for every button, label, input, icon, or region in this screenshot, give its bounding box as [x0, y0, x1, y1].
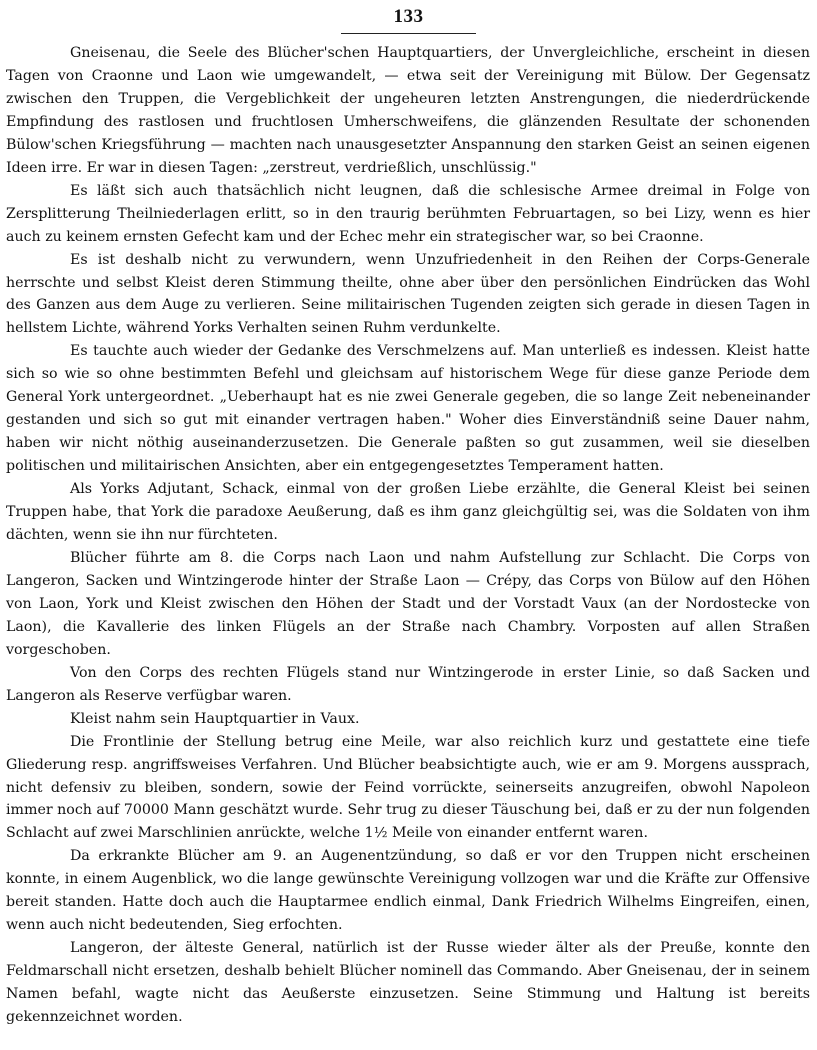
- paragraph-5: Als Yorks Adjutant, Schack, einmal von der großen Liebe erzählte, die General Kleist bei seinen Truppen habe, that York die paradoxe Aeußerung, daß es ihm ganz gleichgültig sei, was die Soldaten von ihm dächten, wenn sie ihn nur fürchteten.: [6, 481, 810, 544]
- paragraph-4: Es tauchte auch wieder der Gedanke des Verschmelzens auf. Man unterließ es indessen. Kleist hatte sich so wie so ohne bestimmten Befehl und gleichsam auf historischem Wege für diese ganze Periode dem General York untergeordnet. „Ueberhaupt hat es nie zwei Generale gegeben, die so lange Zeit nebeneinander gestanden und sich so gut mit einander vertragen haben." Woher dies Einverständniß seine Dauer nahm, haben wir nicht nöthig auseinanderzusetzen. Die Generale paßten so gut zusammen, weil sie dieselben politischen und militairischen Ansichten, aber ein entgegengesetztes Temperament hatten.: [6, 343, 810, 475]
- paragraph-6: Blücher führte am 8. die Corps nach Laon und nahm Aufstellung zur Schlacht. Die Corps von Langeron, Sacken und Wintzingerode hinter der Straße Laon — Crépy, das Corps von Bülow auf den Höhen von Laon, York und Kleist zwischen den Höhen der Stadt und der Vorstadt Vaux (an der Nordostecke von Laon), die Kavallerie des linken Flügels an der Straße nach Chambry. Vorposten auf allen Straßen vorgeschoben.: [6, 549, 810, 658]
- header-rule: [341, 33, 476, 34]
- paragraph-2: Es läßt sich auch thatsächlich nicht leugnen, daß die schlesische Armee dreimal in Folge von Zersplitterung Theilniederlagen erlitt, so in den traurig berühmten Februartagen, so bei Lizy, wenn es hier auch zu keinem ernsten Gefecht kam und der Echec mehr ein strategischer war, so bei Craonne.: [6, 182, 810, 245]
- body-text: [6, 42, 810, 1029]
- paragraph-7: Von den Corps des rechten Flügels stand nur Wintzingerode in erster Linie, so daß Sacken und Langeron als Reserve verfügbar waren.: [6, 664, 810, 704]
- paragraph-3: Es ist deshalb nicht zu verwundern, wenn Unzufriedenheit in den Reihen der Corps-Generale herrschte und selbst Kleist deren Stimmung theilte, ohne aber über den persönlichen Eindrücken das Wohl des Ganzen aus dem Auge zu verlieren. Seine militairischen Tugenden zeigten sich gerade in diesen Tagen in hellstem Lichte, während Yorks Verhalten seinen Ruhm verdunkelte.: [6, 251, 810, 337]
- paragraph-9: Die Frontlinie der Stellung betrug eine Meile, war also reichlich kurz und gestattete eine tiefe Gliederung resp. angriffsweises Verfahren. Und Blücher beabsichtigte auch, wie er am 9. Morgens aussprach, nicht defensiv zu bleiben, sondern, sowie der Feind vorrückte, seinerseits anzugreifen, obwohl Napoleon immer noch auf 70000 Mann geschätzt wurde. Sehr trug zu dieser Täuschung bei, daß er zu der nun folgenden Schlacht auf zwei Marschlinien anrückte, welche 1½ Meile von einander entfernt waren.: [6, 733, 810, 842]
- paragraph-11: Langeron, der älteste General, natürlich ist der Russe wieder älter als der Preuße, konnte den Feldmarschall nicht ersetzen, deshalb behielt Blücher nominell das Commando. Aber Gneisenau, der in seinem Namen befahl, wagte nicht das Aeußerste einzusetzen. Seine Stimmung und Haltung ist bereits gekennzeichnet worden.: [6, 940, 810, 1026]
- page-number: 133: [393, 6, 424, 27]
- paragraph-8: Kleist nahm sein Hauptquartier in Vaux.: [70, 710, 360, 727]
- paragraph-10: Da erkrankte Blücher am 9. an Augenentzündung, so daß er vor den Truppen nicht erscheinen konnte, in einem Augenblick, wo die lange gewünschte Vereinigung vollzogen war und die Kräfte zur Offensive bereit standen. Hatte doch auch die Hauptarmee endlich einmal, Dank Friedrich Wilhelms Eingreifen, einen, wenn auch nicht bedeutenden, Sieg erfochten.: [6, 848, 810, 934]
- paragraph-1: Gneisenau, die Seele des Blücher'schen Hauptquartiers, der Unvergleichliche, erscheint in diesen Tagen von Craonne und Laon wie umgewandelt, — etwa seit der Vereinigung mit Bülow. Der Gegensatz zwischen den Truppen, die Vergeblichkeit der ungeheuren letzten Anstrengungen, die niederdrückende Empfindung des rastlosen und fruchtlosen Umherschweifens, die glänzenden Resultate der schonenden Bülow'schen Kriegsführung — machten nach unausgesetzter Anspannung den starken Geist an seinen eigenen Ideen irre. Er war in diesen Tagen: „zerstreut, verdrießlich, unschlüssig.": [6, 45, 810, 176]
